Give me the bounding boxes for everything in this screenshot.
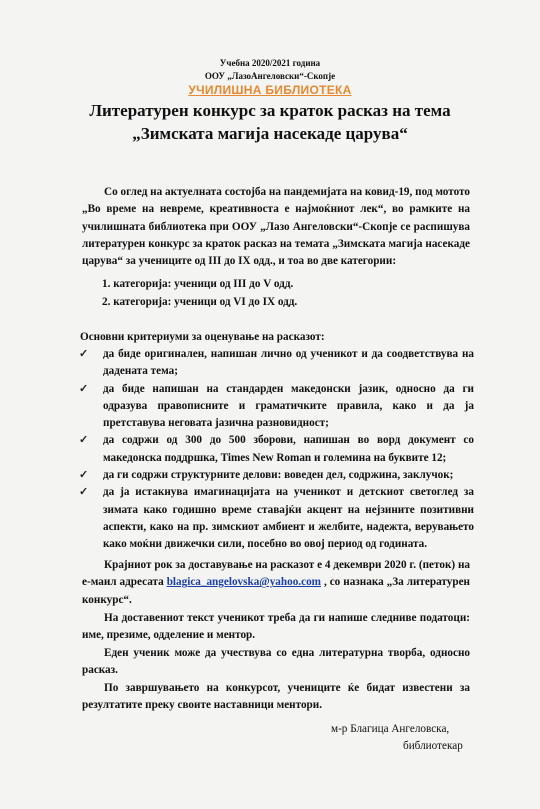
criteria-item: ✓ да содржи од 300 до 500 зборови, напишан во ворд документ со македонска поддршка, Times New Roman и големина на буквите 12; bbox=[79, 434, 474, 464]
criteria-item: ✓ да биде напишан на стандарден македонски јазик, односно да ги одразува правописните и граматичките правила, како и да ја претставува неговата јазична разновидност; bbox=[79, 382, 474, 430]
closing-paragraph: По завршувањето на конкурсот, учениците ќе бидат известени за резултатите преку своите наставници ментори. bbox=[82, 682, 470, 712]
check-icon: ✓ bbox=[79, 469, 89, 482]
check-icon: ✓ bbox=[79, 382, 89, 395]
criteria-item: ✓ да биде оригинален, напишан лично од ученикот и да соодветствува на дадената тема; bbox=[79, 348, 474, 378]
contest-title: Литературен конкурс за краток расказ на тема bbox=[89, 101, 451, 120]
school-year: Учебна 2020/2021 година bbox=[219, 58, 321, 68]
criteria-heading: Основни критериуми за оценување на расказот: bbox=[80, 331, 325, 343]
contest-theme: „Зимската магија насекаде царува“ bbox=[132, 124, 408, 143]
school-name: ООУ „ЛазоАнгеловски“-Скопје bbox=[204, 71, 336, 81]
category-2: 2. категорија: ученици од VI до IX одд. bbox=[102, 296, 298, 308]
signature-name: м-р Благица Ангеловска, bbox=[331, 723, 450, 735]
email-link[interactable]: blagica_angelovska@yahoo.com bbox=[166, 576, 321, 589]
one-entry-note: Еден ученик може да учествува со една литературна творба, односно расказ. bbox=[82, 647, 470, 677]
signature-role: библиотекар bbox=[403, 740, 463, 752]
category-1: 1. категорија: ученици од III до V одд. bbox=[102, 278, 294, 290]
criteria-item: ✓ да ја истакнува имагинацијата на ученикот и детскиот светоглед за зимата како годишно време ставајќи акцент на нејзините позитивни аспекти, како на пр. зимскиот амбиент и желбите, надежта, верувањето како моќни движечки сили, посебно во овој период од годината. bbox=[79, 486, 474, 551]
deadline-paragraph: Крајниот рок за доставување на расказот е 4 декември 2020 г. (петок) на е-маил адресата blagica_angelovska@yahoo.com , со назнака „За литературен конкурс“. bbox=[82, 559, 470, 606]
criteria-item: ✓ да ги содржи структурните делови: воведен дел, содржина, заклучок; bbox=[76, 467, 474, 484]
check-icon: ✓ bbox=[79, 486, 89, 499]
intro-paragraph: Со оглед на актуелната состојба на пандемијата на ковид-19, под мотото „Во време на невреме, креативноста е најмоќниот лек“, во рамките на училишната библиотека при ООУ „Лазо Ангеловски“-Скопје се распишува литературен конкурс за краток расказ на темата „Зимската магија насекаде царува“ за учениците од III до IX одд., и тоа во две категории: bbox=[82, 186, 470, 268]
criteria-list bbox=[76, 346, 474, 554]
submission-note: На доставениот текст ученикот треба да ги напише следниве податоци: име, презиме, одделение и ментор. bbox=[82, 612, 470, 642]
check-icon: ✓ bbox=[79, 348, 89, 360]
library-heading: УЧИЛИШНА БИБЛИОТЕКА bbox=[188, 83, 352, 97]
check-icon: ✓ bbox=[79, 434, 89, 447]
